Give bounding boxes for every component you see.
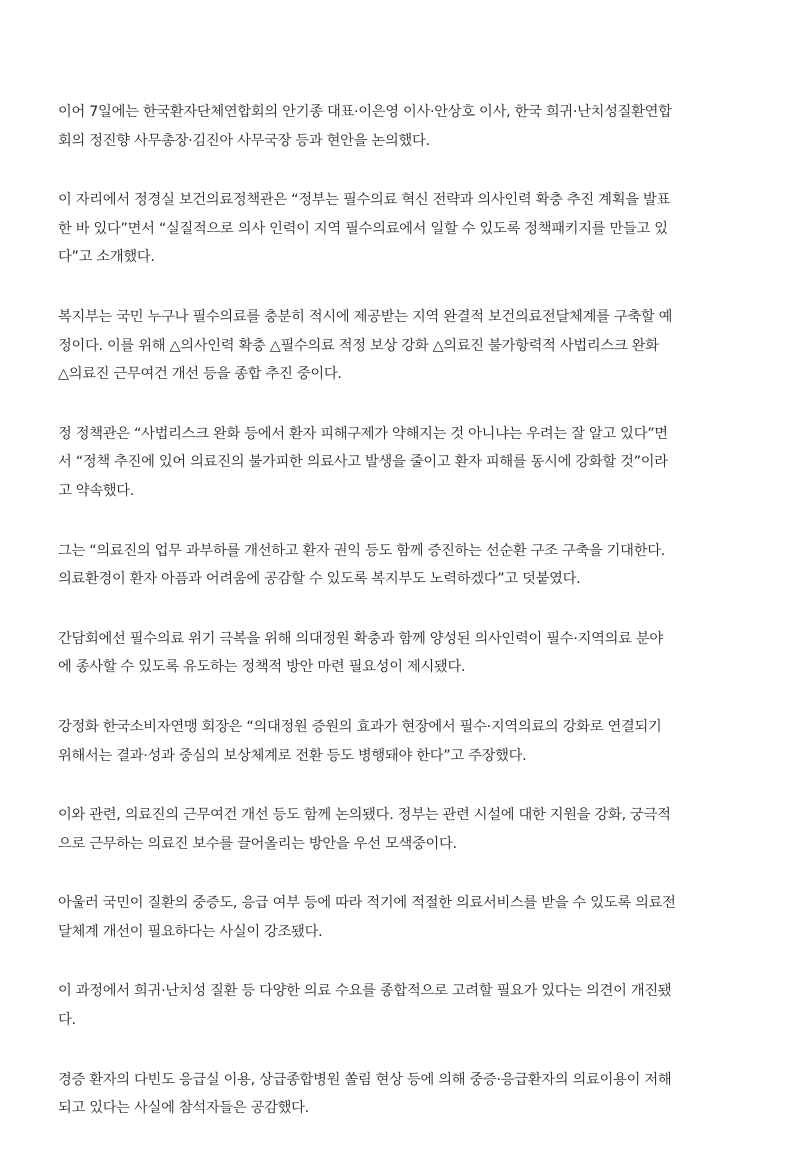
paragraph-line: 으로 근무하는 의료진 보수를 끌어올리는 방안을 우선 모색중이다. — [58, 835, 457, 852]
article-paragraph-10 — [58, 977, 742, 1034]
paragraph-line: 이 과정에서 희귀·난치성 질환 등 다양한 의료 수요를 종합적으로 고려할 필요가 있다는 의견이 개진됐 — [58, 983, 672, 1000]
paragraph-line: 다”고 소개했다. — [58, 249, 155, 266]
paragraph-line: 그는 “의료진의 업무 과부하를 개선하고 환자 권익 등도 함께 증진하는 선순환 구조 구축을 기대한다. — [58, 542, 665, 559]
paragraph-line: 경증 환자의 다빈도 응급실 이용, 상급종합병원 쏠림 현상 등에 의해 중증·응급환자의 의료이용이 저해 — [58, 1071, 672, 1088]
paragraph-line: 고 약속했다. — [58, 482, 135, 499]
paragraph-line: 간담회에선 필수의료 위기 극복을 위해 의대정원 확충과 함께 양성된 의사인력이 필수·지역의료 분야 — [58, 630, 663, 647]
paragraph-line: 아울러 국민이 질환의 중증도, 응급 여부 등에 따라 적기에 적절한 의료서비스를 받을 수 있도록 의료전 — [58, 895, 676, 912]
article-paragraph-5 — [58, 537, 742, 594]
paragraph-line: 에 종사할 수 있도록 유도하는 정책적 방안 마련 필요성이 제시됐다. — [58, 659, 466, 676]
paragraph-line: 다. — [58, 1012, 76, 1029]
article-paragraph-8 — [58, 801, 742, 858]
paragraph-line: 복지부는 국민 누구나 필수의료를 충분히 적시에 제공받는 지역 완결적 보건의료전달체계를 구축할 예 — [58, 308, 673, 325]
paragraph-line: 달체계 개선이 필요하다는 사실이 강조됐다. — [58, 923, 323, 940]
article-paragraph-4 — [58, 420, 742, 506]
article-paragraph-9 — [58, 889, 742, 946]
article-paragraph-3 — [58, 303, 742, 389]
paragraph-line: 이 자리에서 정경실 보건의료정책관은 “정부는 필수의료 혁신 전략과 의사인력 확충 추진 계획을 발표 — [58, 192, 670, 209]
paragraph-line: 한 바 있다”면서 “실질적으로 의사 인력이 지역 필수의료에서 일할 수 있도록 정책패키지를 만들고 있 — [58, 220, 668, 237]
paragraph-line: △의료진 근무여건 개선 등을 종합 추진 중이다. — [58, 366, 342, 383]
paragraph-line: 의료환경이 환자 아픔과 어려움에 공감할 수 있도록 복지부도 노력하겠다”고 덧붙였다. — [58, 571, 581, 588]
paragraph-line: 이와 관련, 의료진의 근무여건 개선 등도 함께 논의됐다. 정부는 관련 시설에 대한 지원을 강화, 궁극적 — [58, 807, 671, 824]
article-body — [58, 98, 742, 1154]
article-paragraph-6 — [58, 625, 742, 682]
paragraph-line: 위해서는 결과·성과 중심의 보상체계로 전환 등도 병행돼야 한다”고 주장했다. — [58, 747, 527, 764]
article-paragraph-11 — [58, 1066, 742, 1123]
article-paragraph-2 — [58, 186, 742, 272]
paragraph-line: 회의 정진향 사무총장·김진아 사무국장 등과 현안을 논의했다. — [58, 132, 430, 149]
paragraph-line: 서 “정책 추진에 있어 의료진의 불가피한 의료사고 발생을 줄이고 환자 피해를 동시에 강화할 것”이라 — [58, 454, 668, 471]
paragraph-line: 되고 있다는 사실에 참석자들은 공감했다. — [58, 1100, 309, 1117]
paragraph-line: 강정화 한국소비자연맹 회장은 “의대정원 증원의 효과가 현장에서 필수·지역의료의 강화로 연결되기 — [58, 718, 662, 735]
article-paragraph-1 — [58, 98, 742, 155]
article-paragraph-7 — [58, 713, 742, 770]
paragraph-line: 이어 7일에는 한국환자단체연합회의 안기종 대표·이은영 이사·안상호 이사, 한국 희귀·난치성질환연합 — [58, 104, 672, 120]
paragraph-line: 정이다. 이를 위해 △의사인력 확충 △필수의료 적정 보상 강화 △의료진 불가항력적 사법리스크 완화 — [58, 337, 659, 354]
paragraph-line: 정 정책관은 “사법리스크 완화 등에서 환자 피해구제가 약해지는 것 아니냐는 우려는 잘 알고 있다”면 — [58, 425, 668, 442]
